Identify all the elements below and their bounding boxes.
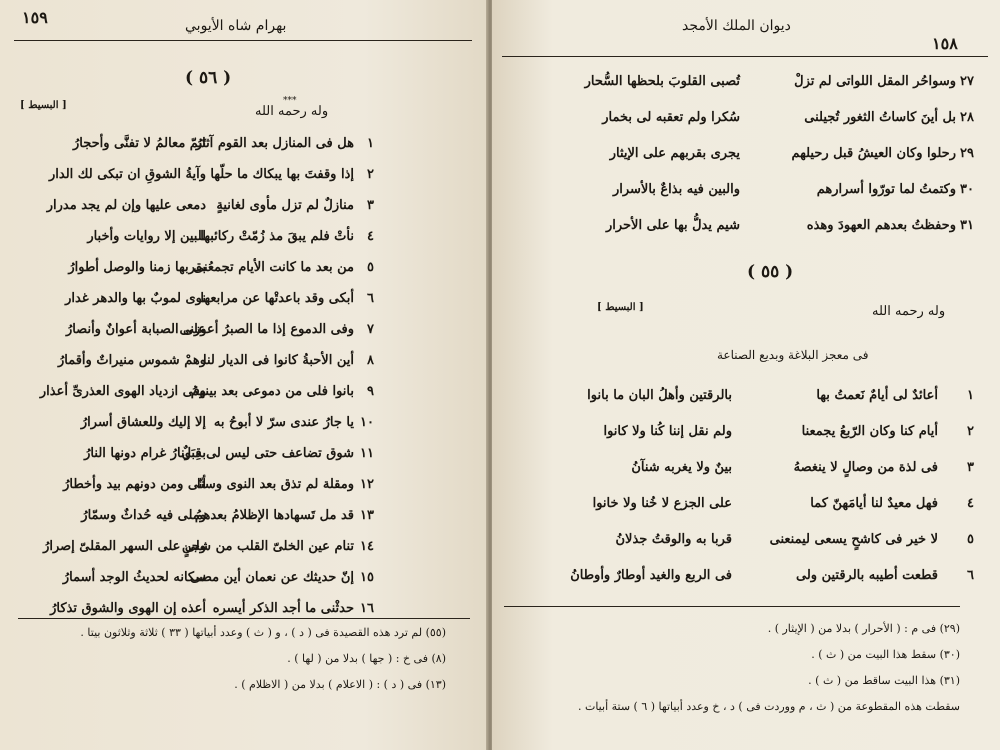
footnote: سقطت هذه المقطوعة من ( ث ، م ووردت فى ) د ، خ وعدد أبياتها ( ٦ ) ستة أبيات . [577, 700, 960, 713]
verse-number: ٩ [367, 384, 374, 399]
verse-second-hemistich: تُصبى القلوبَ بلحظها السُّحار [584, 74, 740, 89]
verse-second-hemistich: أعذه إن الهوى والشوق تذكارُ [50, 601, 206, 616]
verse-first-hemistich: إنّ حديثك عن نعمان أين مضى [190, 570, 354, 585]
verse-first-hemistich: أين الأحبةُ كانوا فى الديار لنا [203, 353, 354, 368]
verse-number: ٤ [967, 496, 974, 511]
verse-first-hemistich: قطعت أطيبه بالرقتين ولى [795, 568, 938, 583]
verse-first-hemistich: هل فى المنازل بعد القوم آثارُ [195, 136, 354, 151]
verse-number: ٢٨ [960, 110, 974, 125]
verse-number: ١٥ [360, 570, 374, 585]
verse-second-hemistich: على الصبابة أعوانٌ وأنصارُ [65, 322, 206, 337]
verse-second-hemistich: وهمْ شموس منيراتٌ وأقمارُ [57, 353, 206, 368]
verse-second-hemistich: بالرقتين وأهلُ البان ما بانوا [587, 388, 732, 403]
right-page [492, 0, 1000, 750]
verse-number: ٥ [367, 260, 374, 275]
verse-second-hemistich: أنّى ومن دونهم بيد وأخطارُ [63, 477, 206, 492]
verse-second-hemistich: ولى على السهر المقلىّ إصرارُ [43, 539, 206, 554]
verse-second-hemistich: سكانه لحديثُ الوجد أسمارُ [62, 570, 206, 585]
verse-second-hemistich: إلا إليك وللعشاق أسرارُ [80, 415, 206, 430]
verse-number: ١ [967, 388, 974, 403]
verse-second-hemistich: بقربها زمنا والوصل أطوارُ [68, 260, 206, 275]
verse-number: ٢ [367, 167, 374, 182]
verse-second-hemistich: بينٌ ولا يغربه شنآنُ [631, 460, 732, 475]
verse-second-hemistich: نوى لموبٌ بها والدهر غدار [65, 291, 206, 306]
verse-first-hemistich: بل أينَ كاساتُ الثغور تُجيلنى [804, 110, 956, 125]
verse-second-hemistich: وفى ازدياد الهوى العذرىِّ أعذار [39, 384, 206, 399]
verse-second-hemistich: دمعى عليها وإن لم يجد مدرار [46, 198, 206, 213]
verse-first-hemistich: من بعد ما كانت الأيام تجمعُنى [193, 260, 354, 275]
verse-second-hemistich: والبين فيه بذاعٌ بالأسرار [612, 182, 740, 197]
verse-second-hemistich: تَنمّ معالمُ لا تفنَّى وأحجارُ [72, 136, 206, 151]
verse-second-hemistich: وآيةُ الشوقِ ان تبكى لك الدار [49, 167, 206, 182]
poem-subheading: فى معجز البلاغة وبديع الصناعة [717, 348, 869, 362]
verse-number: ٥ [967, 532, 974, 547]
verse-number: ٢٩ [960, 146, 974, 161]
verse-first-hemistich: أعائدٌ لى أيامٌ نَعمتُ بها [816, 388, 938, 403]
page-number: ١٥٩ [22, 8, 48, 27]
header-rule [502, 56, 988, 57]
running-head: ديوان الملك الأمجد [682, 18, 791, 34]
footnote: (٢٩) فى م : ( الأحرار ) بدلا من ( الإيثار ) . [767, 622, 960, 635]
verse-number: ٢٧ [960, 74, 974, 89]
verse-first-hemistich: بانوا فلى من دموعى بعد بينهمُ [190, 384, 354, 399]
poem-number: ( ٥٥ ) [747, 262, 794, 282]
verse-first-hemistich: فى لذة من وصالٍ لا ينغصهُ [793, 460, 938, 475]
footnote-rule [504, 606, 960, 607]
verse-number: ٤ [367, 229, 374, 244]
verse-number: ١ [367, 136, 374, 151]
verse-number: ١٦ [360, 601, 374, 616]
left-page [0, 0, 488, 750]
verse-first-hemistich: نأتْ فلم يبقَ مذ زُمّتْ ركائبها [200, 229, 354, 244]
verse-number: ٣١ [960, 218, 974, 233]
verse-first-hemistich: وكتمتُ لما تورّوا أسرارهم [816, 182, 956, 197]
verse-second-hemistich: للبين إلا روايات وأخبار [87, 229, 206, 244]
verse-second-hemistich: به ونارُ غرام دونها النارُ [84, 446, 206, 461]
verse-number: ٢ [967, 424, 974, 439]
verse-second-hemistich: وملى فيه حُداثٌ وسمّارُ [81, 508, 206, 523]
verse-first-hemistich: وفى الدموع إذا ما الصبرُ أعوزنى [179, 322, 354, 337]
verse-second-hemistich: سُكرا ولم تعقبه لى بخمار [602, 110, 740, 125]
page-number: ١٥٨ [932, 34, 958, 53]
footnote: (٣٠) سقط هذا البيت من ( ث ) . [811, 648, 960, 661]
running-head: بهرام شاه الأيوبي [185, 18, 287, 34]
verse-second-hemistich: فى الربع والغيد أوطارٌ وأوطانُ [570, 568, 732, 583]
verse-first-hemistich: شوق تضاعف حتى ليس لى قِبَلٌ [181, 446, 354, 461]
verse-number: ٧ [367, 322, 374, 337]
verse-first-hemistich: وحفظتُ بعدهم العهودَ وهذه [806, 218, 956, 233]
verse-first-hemistich: قد مل تَسهادها الإظلامُ بعدهمُ [194, 508, 354, 523]
verse-number: ٦ [367, 291, 374, 306]
footnote-rule [18, 618, 470, 619]
verse-number: ٣ [967, 460, 974, 475]
verse-first-hemistich: أيام كنا وكان الرّبعُ يجمعنا [801, 424, 938, 439]
poem-intro: وله رحمه الله [872, 304, 946, 319]
footnote: (١٣) فى ( د ) : ( الاعلام ) بدلا من ( الاظلام ) . [234, 678, 446, 691]
verse-number: ١٠ [360, 415, 374, 430]
ornament-mark: *** [283, 96, 297, 106]
header-rule [14, 40, 472, 41]
verse-first-hemistich: منازلٌ لم تزل مأوى لغانيةٍ [216, 198, 354, 213]
verse-first-hemistich: حدثْنى ما أجد الذكر أيسره [212, 601, 354, 616]
verse-second-hemistich: على الجزع لا خُنا ولا خانوا [592, 496, 732, 511]
verse-number: ٨ [367, 353, 374, 368]
meter-label: [ البسيط ] [597, 302, 644, 313]
verse-number: ١٤ [360, 539, 374, 554]
verse-first-hemistich: وسواحُر المقل اللواتى لم تزلْ [794, 74, 956, 89]
verse-number: ١٢ [360, 477, 374, 492]
poem-intro: وله رحمه الله [255, 104, 329, 119]
meter-label: [ البسيط ] [20, 100, 67, 111]
verse-number: ١٣ [360, 508, 374, 523]
verse-first-hemistich: أبكى وقد باعدتْها عن مرابعها [200, 291, 354, 306]
footnote: (٣١) هذا البيت ساقط من ( ث ) . [808, 674, 960, 687]
verse-second-hemistich: شيم يدلُّ بها على الأحرار [605, 218, 740, 233]
verse-number: ٦ [967, 568, 974, 583]
verse-number: ٣ [367, 198, 374, 213]
verse-first-hemistich: رحلوا وكان العيشُ قبل رحيلهم [791, 146, 956, 161]
verse-first-hemistich: ومقلة لم تذق بعد النوى وسنا [196, 477, 354, 492]
verse-first-hemistich: فهل معيدٌ لنا أيامَهنّ كما [810, 496, 938, 511]
verse-first-hemistich: يا جارُ عندى سرّ لا أبوحُ به [213, 415, 354, 430]
verse-second-hemistich: يجرى بقربهم على الإيثار [609, 146, 740, 161]
verse-second-hemistich: قربا به والوقتُ جذلانُ [615, 532, 732, 547]
footnote: (٨) فى خ : ( جها ) بدلا من ( لها ) . [287, 652, 446, 665]
verse-first-hemistich: إذا وقفتَ بها يبكاك ما حلّها [210, 167, 354, 182]
verse-first-hemistich: تنام عين الخلىّ القلب من شجنٍ [181, 539, 354, 554]
verse-second-hemistich: ولم نقل إننا كُنا ولا كانوا [603, 424, 732, 439]
verse-first-hemistich: لا خير فى كاشحٍ يسعى ليمنعنى [769, 532, 938, 547]
footnote: (٥٥) لم ترد هذه القصيدة فى ( د ) ، و ( ث ) وعدد أبياتها ( ٣٣ ) ثلاثة وثلاثون بيتا . [80, 626, 446, 639]
verse-number: ٣٠ [960, 182, 974, 197]
verse-number: ١١ [360, 446, 374, 461]
poem-number: ( ٥٦ ) [185, 68, 232, 88]
